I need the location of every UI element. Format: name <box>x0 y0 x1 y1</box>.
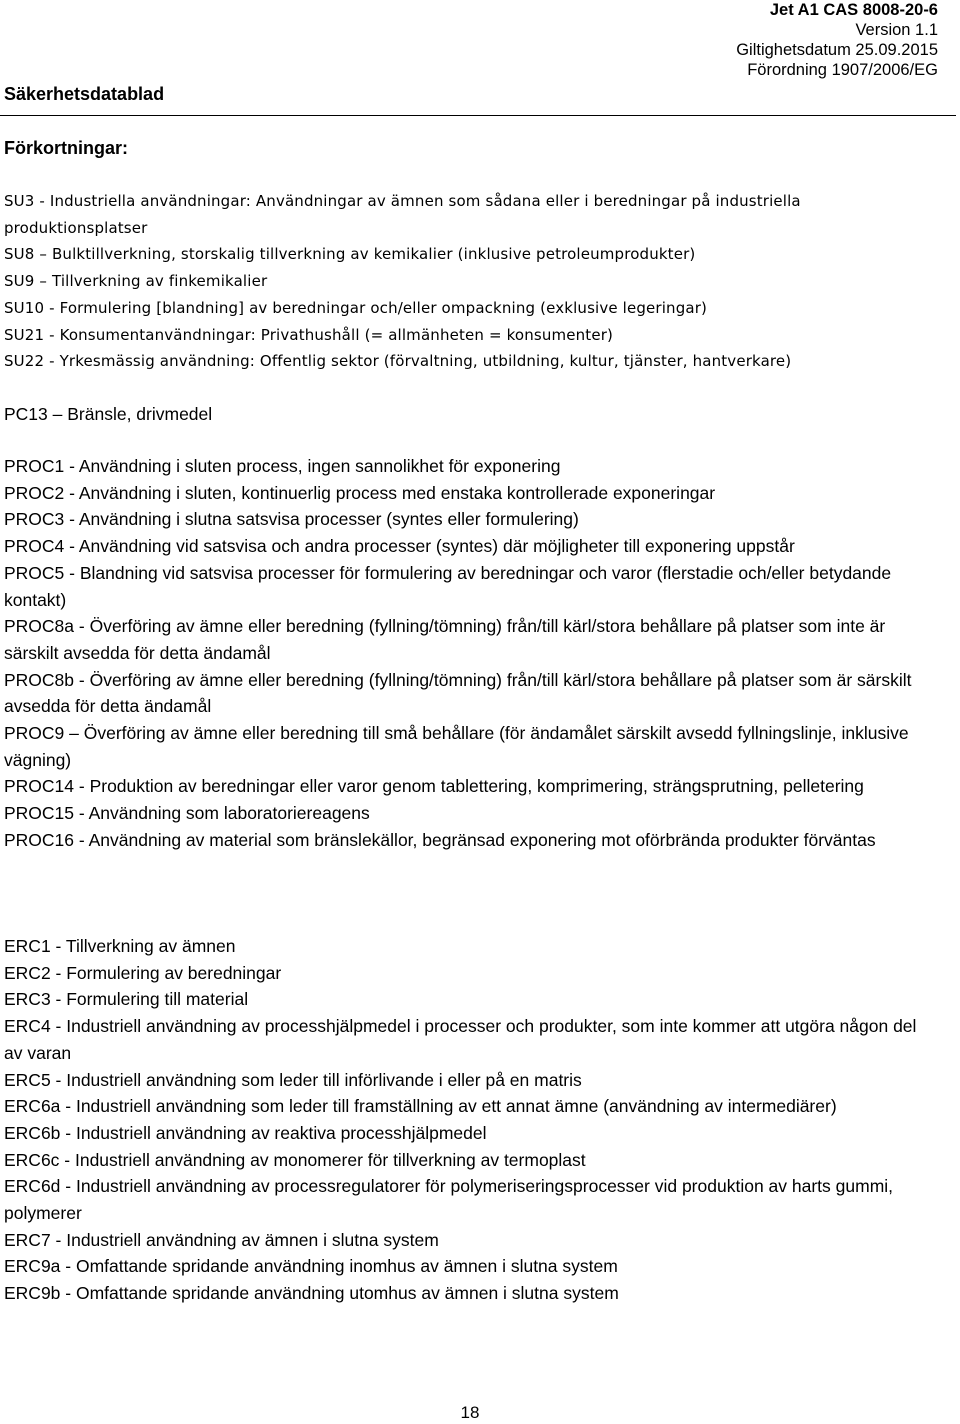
erc-item: ERC7 - Industriell användning av ämnen i slutna system <box>4 1229 439 1250</box>
erc-item: ERC6a - Industriell användning som leder till framställning av ett annat ämne (användning av intermediärer) <box>4 1096 837 1117</box>
erc-item: ERC3 - Formulering till material <box>4 989 249 1010</box>
section-title: Förkortningar: <box>4 138 128 158</box>
erc-item: ERC6b - Industriell användning av reaktiva processhjälpmedel <box>4 1122 487 1143</box>
erc-item: ERC1 - Tillverkning av ämnen <box>4 936 236 956</box>
product-name: Jet A1 CAS 8008-20-6 <box>769 1 938 19</box>
document-type-title: Säkerhetsdatablad <box>4 84 165 104</box>
su-item: SU3 - Industriella användningar: Användningar av ämnen som sådana eller i beredningar på industriella produktionsplatser <box>4 192 801 237</box>
erc-item: ERC2 - Formulering av beredningar <box>4 962 282 983</box>
header-divider <box>0 115 956 116</box>
page-number: 18 <box>460 1403 480 1422</box>
su-item: SU8 – Bulktillverkning, storskalig tillverkning av kemikalier (inklusive petroleumprodukter) <box>4 245 696 264</box>
proc-item: PROC1 - Användning i sluten process, ingen sannolikhet för exponering <box>4 456 561 476</box>
su-item: SU10 - Formulering [blandning] av beredningar och/eller ompackning (exklusive legeringar) <box>4 298 708 317</box>
su-item: SU22 - Yrkesmässig användning: Offentlig sektor (förvaltning, utbildning, kultur, tjänster, hantverkare) <box>4 352 792 371</box>
pc-abbreviation-list <box>4 401 934 428</box>
su-abbreviation-list <box>4 188 934 375</box>
erc-item: ERC6d - Industriell användning av processregulatorer för polymeriseringsprocesser vid produktion av harts gummi, polymerer <box>4 1176 894 1224</box>
erc-abbreviation-list <box>4 933 934 1307</box>
document-header-info <box>736 0 938 80</box>
erc-item: ERC9a - Omfattande spridande användning inomhus av ämnen i slutna system <box>4 1256 618 1277</box>
proc-item: PROC8a - Överföring av ämne eller beredning (fyllning/tömning) från/till kärl/stora behållare på platser som inte är särskilt avsedda för detta ändamål <box>4 616 886 663</box>
erc-item: ERC6c - Industriell användning av monomerer för tillverkning av termoplast <box>4 1149 586 1170</box>
proc-item: PROC3 - Användning i slutna satsvisa processer (syntes eller formulering) <box>4 509 579 530</box>
proc-item: PROC16 - Användning av material som bränslekällor, begränsad exponering mot oförbrända produkter förväntas <box>4 829 876 850</box>
proc-abbreviation-list <box>4 453 934 854</box>
pc-item: PC13 – Bränsle, drivmedel <box>4 404 213 424</box>
erc-item: ERC9b - Omfattande spridande användning utomhus av ämnen i slutna system <box>4 1283 619 1304</box>
proc-item: PROC2 - Användning i sluten, kontinuerlig process med enstaka kontrollerade exponeringar <box>4 482 716 503</box>
proc-item: PROC15 - Användning som laboratoriereagens <box>4 803 370 824</box>
proc-item: PROC9 – Överföring av ämne eller beredning till små behållare (för ändamålet särskilt avsedd fyllningslinje, inklusive vägning) <box>4 723 909 770</box>
regulation-label: Förordning 1907/2006/EG <box>747 61 938 79</box>
su-item: SU9 – Tillverkning av finkemikalier <box>4 272 268 291</box>
version-label: Version 1.1 <box>855 21 938 39</box>
validity-date: Giltighetsdatum 25.09.2015 <box>736 41 938 59</box>
erc-item: ERC5 - Industriell användning som leder till införlivande i eller på en matris <box>4 1069 582 1090</box>
su-item: SU21 - Konsumentanvändningar: Privathushåll (= allmänheten = konsumenter) <box>4 325 614 344</box>
proc-item: PROC5 - Blandning vid satsvisa processer för formulering av beredningar och varor (flerstadie och/eller betydande kontakt) <box>4 562 892 610</box>
proc-item: PROC8b - Överföring av ämne eller beredning (fyllning/tömning) från/till kärl/stora behållare på platser som är särskilt avsedda för detta ändamål <box>4 669 912 717</box>
proc-item: PROC4 - Användning vid satsvisa och andra processer (syntes) där möjligheter till exponering uppstår <box>4 536 795 557</box>
proc-item: PROC14 - Produktion av beredningar eller varor genom tablettering, komprimering, strängsprutning, pelletering <box>4 776 864 797</box>
erc-item: ERC4 - Industriell användning av processhjälpmedel i processer och produkter, som inte kommer att utgöra någon del av varan <box>4 1016 917 1063</box>
